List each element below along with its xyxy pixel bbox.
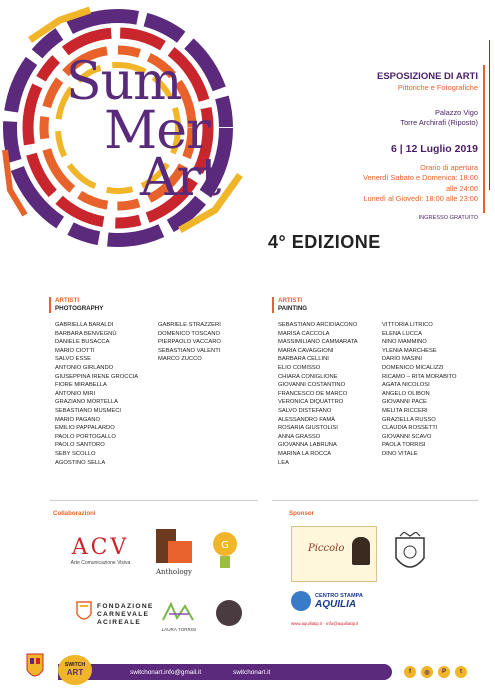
artist-name: ELENA LUCCA bbox=[382, 330, 422, 337]
twitter-icon[interactable]: t bbox=[455, 666, 467, 678]
artist-name: GIOVANNA LABRUNA bbox=[278, 442, 337, 449]
venue-location: Torre Archirafi (Riposto) bbox=[400, 118, 478, 128]
artist-name: AGOSTINO SELLA bbox=[55, 459, 106, 466]
switch-on-art-logo bbox=[58, 655, 92, 685]
artist-name: MARIO PAGANO bbox=[55, 416, 100, 423]
artist-name: GABRIELLA BARALDI bbox=[55, 322, 114, 328]
laura-torrisi-logo bbox=[155, 600, 203, 630]
acv-logo-text: ACV bbox=[71, 535, 130, 560]
photography-list-1 bbox=[55, 321, 155, 467]
painting-label2: PAINTING bbox=[278, 305, 308, 313]
photography-heading bbox=[55, 297, 103, 313]
artist-name: EMILIO PAPPALARDO bbox=[55, 425, 115, 432]
artist-name: SEBASTIANO ARCIDIACONO bbox=[278, 322, 358, 328]
info-divider-thin bbox=[489, 40, 490, 190]
artist-name: MARIA CAVAGGIONI bbox=[278, 347, 334, 354]
aquilia-line2: AQUILIA bbox=[315, 598, 357, 610]
sponsor-title: Sponsor bbox=[289, 510, 315, 517]
event-subtitle: Pittoriche e Fotografiche bbox=[397, 83, 478, 93]
anthology-logo bbox=[150, 527, 198, 579]
artist-name: GABRIELE STRAZZERI bbox=[158, 322, 221, 328]
gi-logo bbox=[210, 530, 240, 572]
hours-title: Orario di apertura bbox=[420, 163, 478, 173]
artist-name: ROSARIA GIUSTOLISI bbox=[278, 425, 338, 432]
photography-label2: PHOTOGRAPHY bbox=[55, 305, 104, 313]
instagram-icon[interactable]: ◎ bbox=[421, 666, 433, 678]
photo-accent-bar bbox=[49, 297, 51, 313]
logo-art: Art bbox=[140, 148, 221, 208]
event-title: ESPOSIZIONE DI ARTI bbox=[377, 71, 478, 82]
paint-accent-bar bbox=[272, 297, 274, 313]
piccolo-sponsor bbox=[291, 526, 377, 582]
laura-text: LAURA TORRISI bbox=[161, 627, 197, 632]
artist-name: DINO VITALE bbox=[382, 450, 418, 457]
entry-note: INGRESSO GRATUITO bbox=[418, 214, 478, 221]
artist-name: AGATA NICOLOSI bbox=[382, 382, 430, 389]
artist-name: ELIO COMISSO bbox=[278, 364, 321, 371]
logo-sum: Sum bbox=[66, 52, 182, 112]
artist-name: PIERPAOLO VACCARO bbox=[158, 339, 221, 346]
switch-art-text: ART bbox=[66, 667, 84, 677]
logo-mer: Mer bbox=[104, 101, 210, 161]
summerart-logo bbox=[0, 0, 260, 270]
artist-name: SEBASTIANO MUSMECI bbox=[55, 407, 122, 414]
fondazione-line3: ACIREALE bbox=[97, 619, 142, 626]
aquilia-line1: CENTRO STAMPA bbox=[315, 592, 363, 599]
painting-list-1 bbox=[278, 321, 378, 467]
artist-name: ANTONIO GIRLANDO bbox=[55, 364, 114, 371]
artist-name: GIOVANNI COSTANTINO bbox=[278, 382, 346, 389]
artist-name: FRANCESCO DE MARCO bbox=[278, 390, 348, 397]
artist-name: SALVO DISTEFANO bbox=[278, 407, 332, 414]
info-divider bbox=[483, 65, 485, 213]
footer-email[interactable]: switchonart.info@gmail.it bbox=[130, 669, 202, 676]
aquilia-globe-icon bbox=[291, 591, 311, 611]
gi-mark-icon bbox=[210, 530, 240, 572]
artist-name: GIOVANNI PACE bbox=[382, 399, 427, 406]
photography-list-2 bbox=[158, 321, 248, 364]
hours-weekend: Venerdì Sabato e Domenica: 18:00 alle 24:00 bbox=[362, 173, 478, 193]
town-crest bbox=[25, 650, 45, 684]
aquilia-sponsor bbox=[291, 591, 381, 635]
facebook-icon[interactable]: f bbox=[404, 666, 416, 678]
svg-text:G: G bbox=[221, 540, 229, 551]
artist-name: VITTORIA LITRICO bbox=[382, 322, 433, 328]
piccolo-bottle-icon bbox=[352, 537, 370, 565]
artist-name: MARCO ZUCCO bbox=[158, 356, 202, 363]
artist-name: LEA bbox=[278, 459, 289, 466]
artist-name: RICAMO – RITA MORABITO bbox=[382, 373, 457, 380]
fondazione-line1: FONDAZIONE bbox=[97, 603, 154, 610]
artist-name: GIUSEPPINA IRENE GROCCIA bbox=[55, 373, 139, 380]
artist-name: VERONICA DIQUATTRO bbox=[278, 399, 344, 406]
artist-name: NINO MAMMINO bbox=[382, 339, 427, 346]
event-info bbox=[350, 70, 478, 222]
artist-name: MELITA RICCERI bbox=[382, 407, 428, 414]
footer-website[interactable]: switchonart.it bbox=[233, 669, 271, 676]
pinterest-icon[interactable]: P bbox=[438, 666, 450, 678]
artist-name: SALVO ESSE bbox=[55, 356, 91, 363]
collab-title: Collaborazioni bbox=[53, 510, 96, 517]
artist-name: SEBASTIANO VALENTI bbox=[158, 347, 221, 354]
venue-name: Palazzo Vigo bbox=[434, 107, 478, 117]
artist-name: GRAZIANO MORTELLA bbox=[55, 399, 119, 406]
switch-text: SWITCH bbox=[64, 662, 86, 669]
artist-name: MARIO CIOTTI bbox=[55, 347, 95, 354]
artist-name: DOMENICO MICALIZZI bbox=[382, 364, 444, 371]
artist-name: PAOLO PORTOGALLO bbox=[55, 433, 116, 440]
artist-name: PAOLO SANTORO bbox=[55, 442, 105, 449]
footer-bar bbox=[58, 664, 392, 680]
photography-label1: ARTISTI bbox=[55, 297, 80, 304]
fondazione-line2: CARNEVALE bbox=[97, 611, 150, 618]
artist-name: YLENIA MARCHESE bbox=[382, 347, 437, 354]
crest-icon bbox=[390, 532, 430, 578]
painting-label1: ARTISTI bbox=[278, 297, 303, 304]
piccolo-text: Piccolo bbox=[308, 543, 345, 554]
artist-name: GIOVANNI SCAVO bbox=[382, 433, 432, 440]
municipality-crest bbox=[390, 532, 430, 578]
acv-logo bbox=[63, 535, 138, 575]
collab-divider bbox=[50, 500, 258, 501]
artist-name: DANIELE BUSACCA bbox=[55, 339, 110, 346]
artist-name: DOMENICO TOSCANO bbox=[158, 330, 220, 337]
hours-weekdays: Lunedì al Giovedì: 18:00 alle 23:00 bbox=[363, 194, 478, 204]
artist-name: MARISA CACCOLA bbox=[278, 330, 330, 337]
artist-name: ANGELO OLIBON bbox=[382, 390, 430, 397]
artist-name: CHIARA CONIGLIONE bbox=[278, 373, 338, 380]
artist-name: ALESSANDRO FAMÀ bbox=[278, 416, 336, 423]
laura-torrisi-mark-icon bbox=[155, 600, 203, 622]
artist-name: ANNA GRASSO bbox=[278, 433, 321, 440]
artist-name: CLAUDIA ROSSETTI bbox=[382, 425, 438, 432]
anthology-text: Anthology bbox=[156, 568, 192, 576]
artist-name: GRAZIELLA RUSSO bbox=[382, 416, 436, 423]
sponsor-divider bbox=[272, 500, 478, 501]
painting-heading bbox=[278, 297, 307, 313]
painting-list-2 bbox=[382, 321, 477, 459]
event-dates: 6 | 12 Luglio 2019 bbox=[391, 143, 478, 156]
artist-name: SEBY SCOLLO bbox=[55, 450, 96, 457]
carnevale-icon bbox=[75, 600, 93, 626]
edition-label: 4° EDIZIONE bbox=[268, 232, 381, 252]
artist-name: MASSIMILIANO CAMMARATA bbox=[278, 339, 358, 346]
artist-name: BARBARA BENVEGNÙ bbox=[55, 330, 117, 337]
artist-name: MARINA LA ROCCA bbox=[278, 450, 332, 457]
aquilia-web: www.aquiliatip.it - info@aquiliatip.it bbox=[291, 621, 359, 626]
acv-logo-sub: Arte Comunicazione Visiva bbox=[70, 560, 131, 566]
artist-name: BARBARA CELLINI bbox=[278, 356, 329, 363]
artist-name: FIORE MIRABELLA bbox=[55, 382, 107, 389]
photo-studio-logo bbox=[216, 600, 242, 626]
artist-name: ANTONIO MIRI bbox=[55, 390, 96, 397]
town-crest-icon bbox=[25, 650, 45, 684]
artist-name: PAOLA TORRISI bbox=[382, 442, 426, 449]
fondazione-logo bbox=[97, 603, 154, 627]
artist-name: DARIO MASINI bbox=[382, 356, 422, 363]
anthology-mark-icon bbox=[150, 527, 198, 579]
